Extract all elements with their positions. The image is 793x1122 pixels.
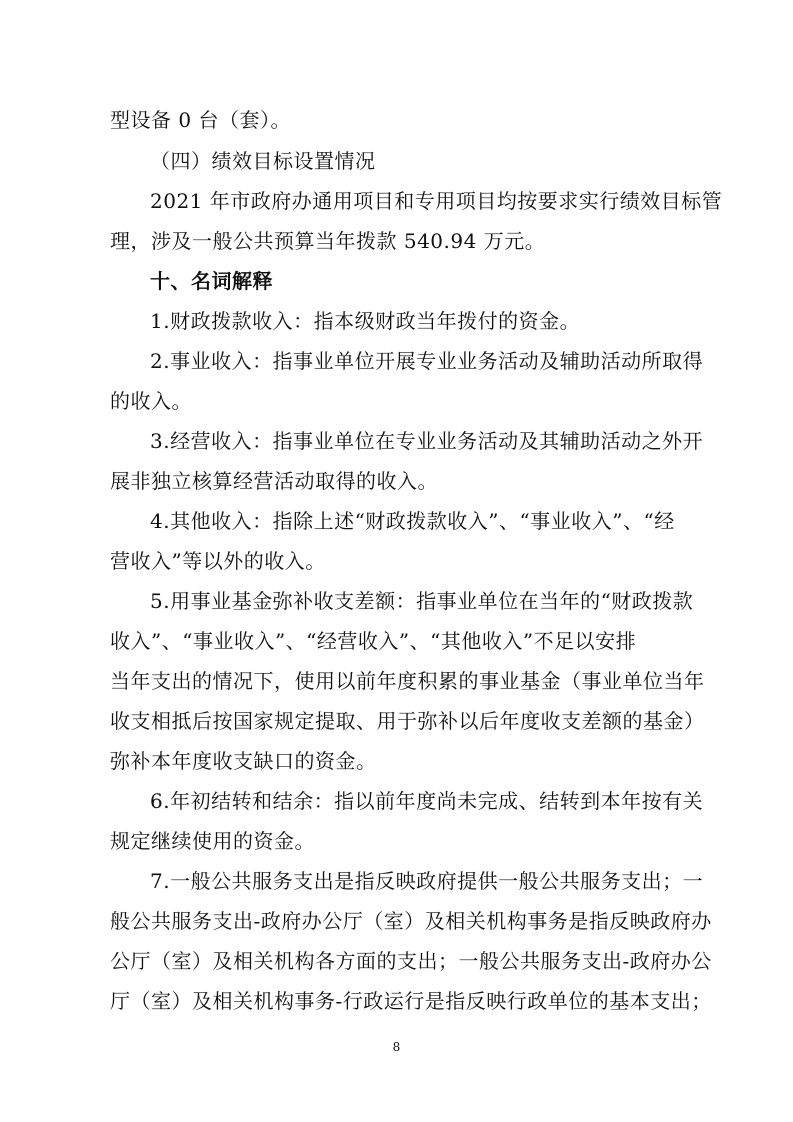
text-line: 弥补本年度收支缺口的资金。 <box>110 749 377 773</box>
text-line: 理，涉及一般公共预算当年拨款 540.94 万元。 <box>110 229 546 253</box>
text-line: 7.一般公共服务支出是指反映政府提供一般公共服务支出；一 <box>150 869 704 893</box>
text-line: 营收入”等以外的收入。 <box>110 549 326 573</box>
text-line: 般公共服务支出-政府办公厅（室）及相关机构事务是指反映政府办 <box>110 909 712 933</box>
text-line: 厅（室）及相关机构事务-行政运行是指反映行政单位的基本支出； <box>110 989 712 1013</box>
section-subheading: （四）绩效目标设置情况 <box>150 149 376 173</box>
text-line: 3.经营收入：指事业单位在专业业务活动及其辅助活动之外开 <box>150 429 704 453</box>
text-line: 5.用事业基金弥补收支差额：指事业单位在当年的“财政拨款 <box>150 589 694 613</box>
section-heading: 十、名词解释 <box>150 269 273 293</box>
text-line: 收入”、“事业收入”、“经营收入”、“其他收入”不足以安排 <box>110 629 637 653</box>
text-line: 当年支出的情况下，使用以前年度积累的事业基金（事业单位当年 <box>110 669 705 693</box>
text-line: 6.年初结转和结余：指以前年度尚未完成、结转到本年按有关 <box>150 789 704 813</box>
page-number: 8 <box>392 1040 401 1054</box>
text-line: 型设备 0 台（套）。 <box>110 108 291 132</box>
text-line: 1.财政拨款收入：指本级财政当年拨付的资金。 <box>150 309 581 333</box>
text-line: 收支相抵后按国家规定提取、用于弥补以后年度收支差额的基金） <box>110 709 705 733</box>
text-line: 2021 年市政府办通用项目和专用项目均按要求实行绩效目标管 <box>150 189 723 213</box>
text-line: 展非独立核算经营活动取得的收入。 <box>110 469 438 493</box>
text-line: 4.其他收入：指除上述“财政拨款收入”、“事业收入”、“经 <box>150 509 675 533</box>
text-line: 的收入。 <box>110 389 192 413</box>
text-line: 2.事业收入：指事业单位开展专业业务活动及辅助活动所取得 <box>150 349 704 373</box>
text-line: 公厅（室）及相关机构各方面的支出；一般公共服务支出-政府办公 <box>110 949 712 973</box>
text-line: 规定继续使用的资金。 <box>110 829 315 853</box>
